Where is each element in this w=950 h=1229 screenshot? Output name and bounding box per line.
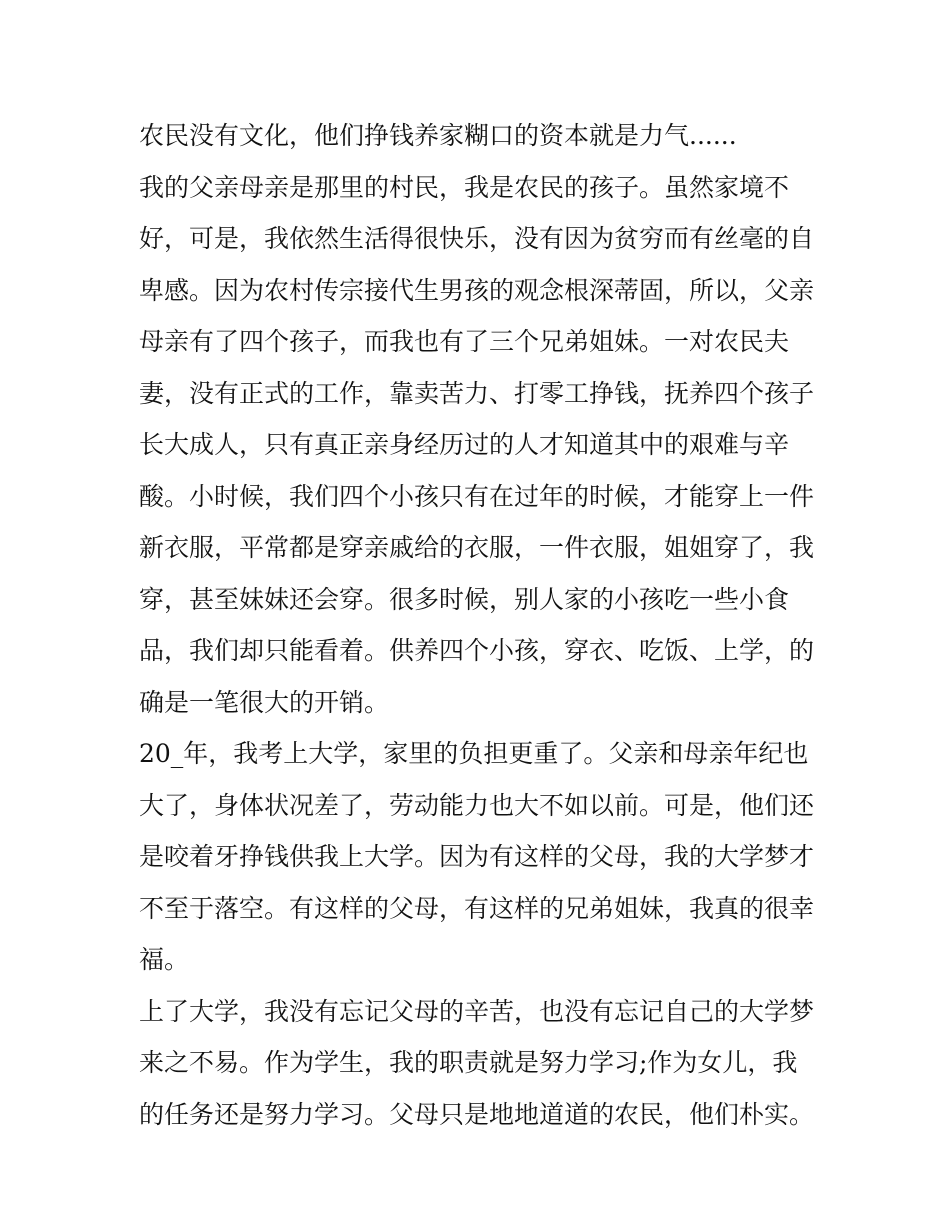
text-line: 妻，没有正式的工作，靠卖苦力、打零工挣钱，抚养四个孩子 bbox=[139, 378, 815, 408]
text-line: 酸。小时候，我们四个小孩只有在过年的时候，才能穿上一件 bbox=[139, 481, 815, 511]
body-text bbox=[139, 110, 819, 1140]
text-line: 穿，甚至妹妹还会穿。很多时候，别人家的小孩吃一些小食 bbox=[139, 584, 790, 614]
text-line: 不至于落空。有这样的父母，有这样的兄弟姐妹，我真的很幸 bbox=[139, 893, 815, 923]
text-line: 母亲有了四个孩子，而我也有了三个兄弟姐妹。一对农民夫 bbox=[139, 327, 790, 356]
text-line: 新衣服，平常都是穿亲戚给的衣服，一件衣服，姐姐穿了，我 bbox=[139, 533, 815, 562]
text-line: 福。 bbox=[139, 945, 190, 974]
text-line: 来之不易。作为学生，我的职责就是努力学习;作为女儿，我 bbox=[139, 1048, 798, 1077]
text-line: 农民没有文化，他们挣钱养家糊口的资本就是力气...... bbox=[139, 121, 737, 150]
text-line: 上了大学，我没有忘记父母的辛苦，也没有忘记自己的大学梦 bbox=[139, 996, 815, 1026]
text-line: 好，可是，我依然生活得很快乐，没有因为贫穷而有丝毫的自 bbox=[139, 224, 815, 253]
text-line: 的任务还是努力学习。父母只是地地道道的农民，他们朴实。 bbox=[139, 1099, 815, 1129]
text-line: 长大成人，只有真正亲身经历过的人才知道其中的艰难与辛 bbox=[139, 430, 790, 459]
text-line: 确是一笔很大的开销。 bbox=[139, 687, 390, 717]
text-line: 是咬着牙挣钱供我上大学。因为有这样的父母，我的大学梦才 bbox=[139, 842, 815, 871]
text-line: 20_年，我考上大学，家里的负担更重了。父亲和母亲年纪也 bbox=[139, 739, 809, 768]
text-line: 品，我们却只能看着。供养四个小孩，穿衣、吃饭、上学，的 bbox=[139, 636, 815, 665]
text-line: 大了，身体状况差了，劳动能力也大不如以前。可是，他们还 bbox=[139, 790, 815, 820]
text-line: 我的父亲母亲是那里的村民，我是农民的孩子。虽然家境不 bbox=[139, 172, 790, 202]
text-line: 卑感。因为农村传宗接代生男孩的观念根深蒂固，所以，父亲 bbox=[139, 275, 815, 305]
